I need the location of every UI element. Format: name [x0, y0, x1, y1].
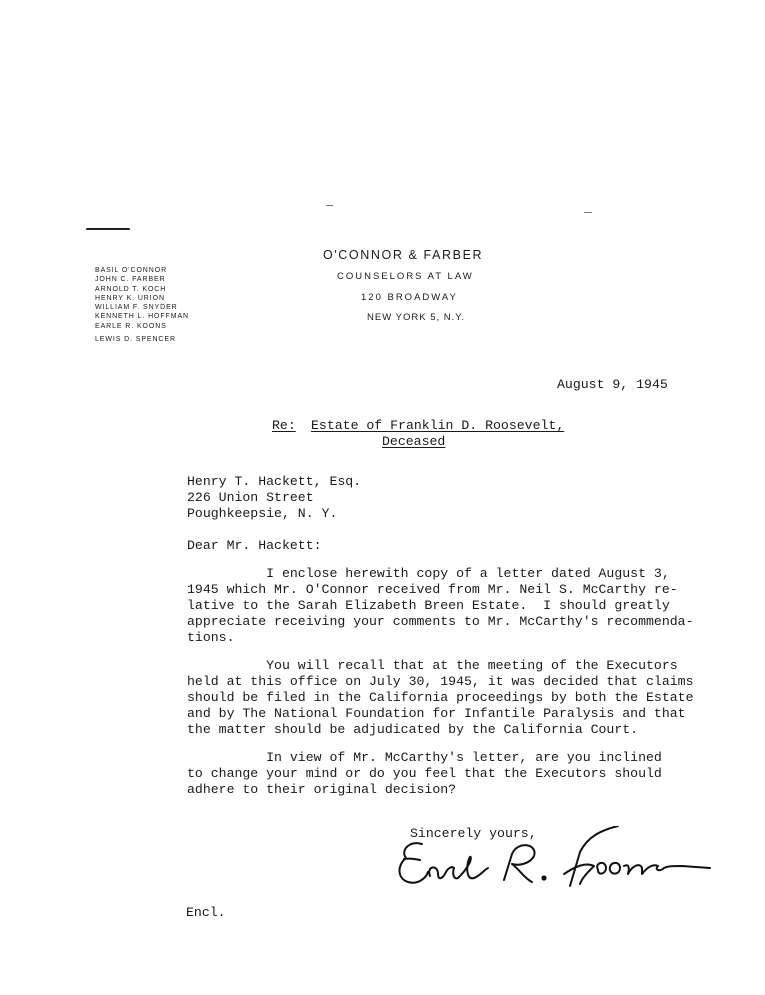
re-label: Re:: [272, 418, 296, 433]
paper-speck: [584, 212, 592, 213]
body-line: I enclose herewith copy of a letter dated August 3,: [187, 566, 670, 581]
partner-name: HENRY K. URION: [95, 294, 165, 302]
enclosure-note: Encl.: [186, 905, 226, 920]
body-line: tions.: [187, 630, 235, 645]
body-line: held at this office on July 30, 1945, it was decided that claims: [187, 674, 694, 689]
address-line: Poughkeepsie, N. Y.: [187, 506, 338, 521]
letter-date: August 9, 1945: [557, 377, 668, 392]
body-line: lative to the Sarah Elizabeth Breen Estate. I should greatly: [187, 598, 670, 613]
body-line: to change your mind or do you feel that the Executors should: [187, 766, 662, 781]
partner-name: ARNOLD T. KOCH: [95, 285, 167, 293]
of-counsel-name: LEWIS D. SPENCER: [95, 336, 176, 343]
partner-list: [95, 266, 189, 331]
firm-street: 120 BROADWAY: [361, 292, 458, 303]
letterhead-rule-mark: [86, 228, 130, 230]
paper-speck: [326, 205, 333, 206]
firm-name: O'CONNOR & FARBER: [323, 248, 484, 262]
partner-name: BASIL O'CONNOR: [95, 267, 168, 274]
body-line: the matter should be adjudicated by the California Court.: [187, 722, 639, 737]
signature-image: [392, 826, 722, 896]
body-line: adhere to their original decision?: [187, 782, 457, 797]
body-line: appreciate receiving your comments to Mr. McCarthy's recommenda-: [187, 614, 694, 629]
salutation: Dear Mr. Hackett:: [187, 538, 322, 553]
body-line: 1945 which Mr. O'Connor received from Mr. Neil S. McCarthy re-: [187, 582, 678, 597]
partner-name: WILLIAM F. SNYDER: [95, 304, 178, 312]
partner-name: JOHN C. FARBER: [95, 276, 166, 284]
firm-city: NEW YORK 5, N.Y.: [367, 312, 466, 323]
closing: Sincerely yours,: [410, 826, 537, 841]
firm-subtitle: COUNSELORS AT LAW: [337, 271, 474, 282]
partner-name: EARLE R. KOONS: [95, 322, 167, 330]
address-line: 226 Union Street: [187, 490, 314, 505]
body-line: should be filed in the California proceedings by both the Estate: [187, 690, 694, 705]
body-line: In view of Mr. McCarthy's letter, are you inclined: [187, 750, 662, 765]
re-subject-deceased: Deceased: [382, 434, 446, 449]
body-line: and by The National Foundation for Infantile Paralysis and that: [187, 706, 686, 721]
re-subject: Estate of Franklin D. Roosevelt,: [311, 418, 565, 433]
body-line: You will recall that at the meeting of the Executors: [187, 658, 678, 673]
address-line: Henry T. Hackett, Esq.: [187, 474, 362, 489]
partner-name: KENNETH L. HOFFMAN: [95, 313, 189, 321]
